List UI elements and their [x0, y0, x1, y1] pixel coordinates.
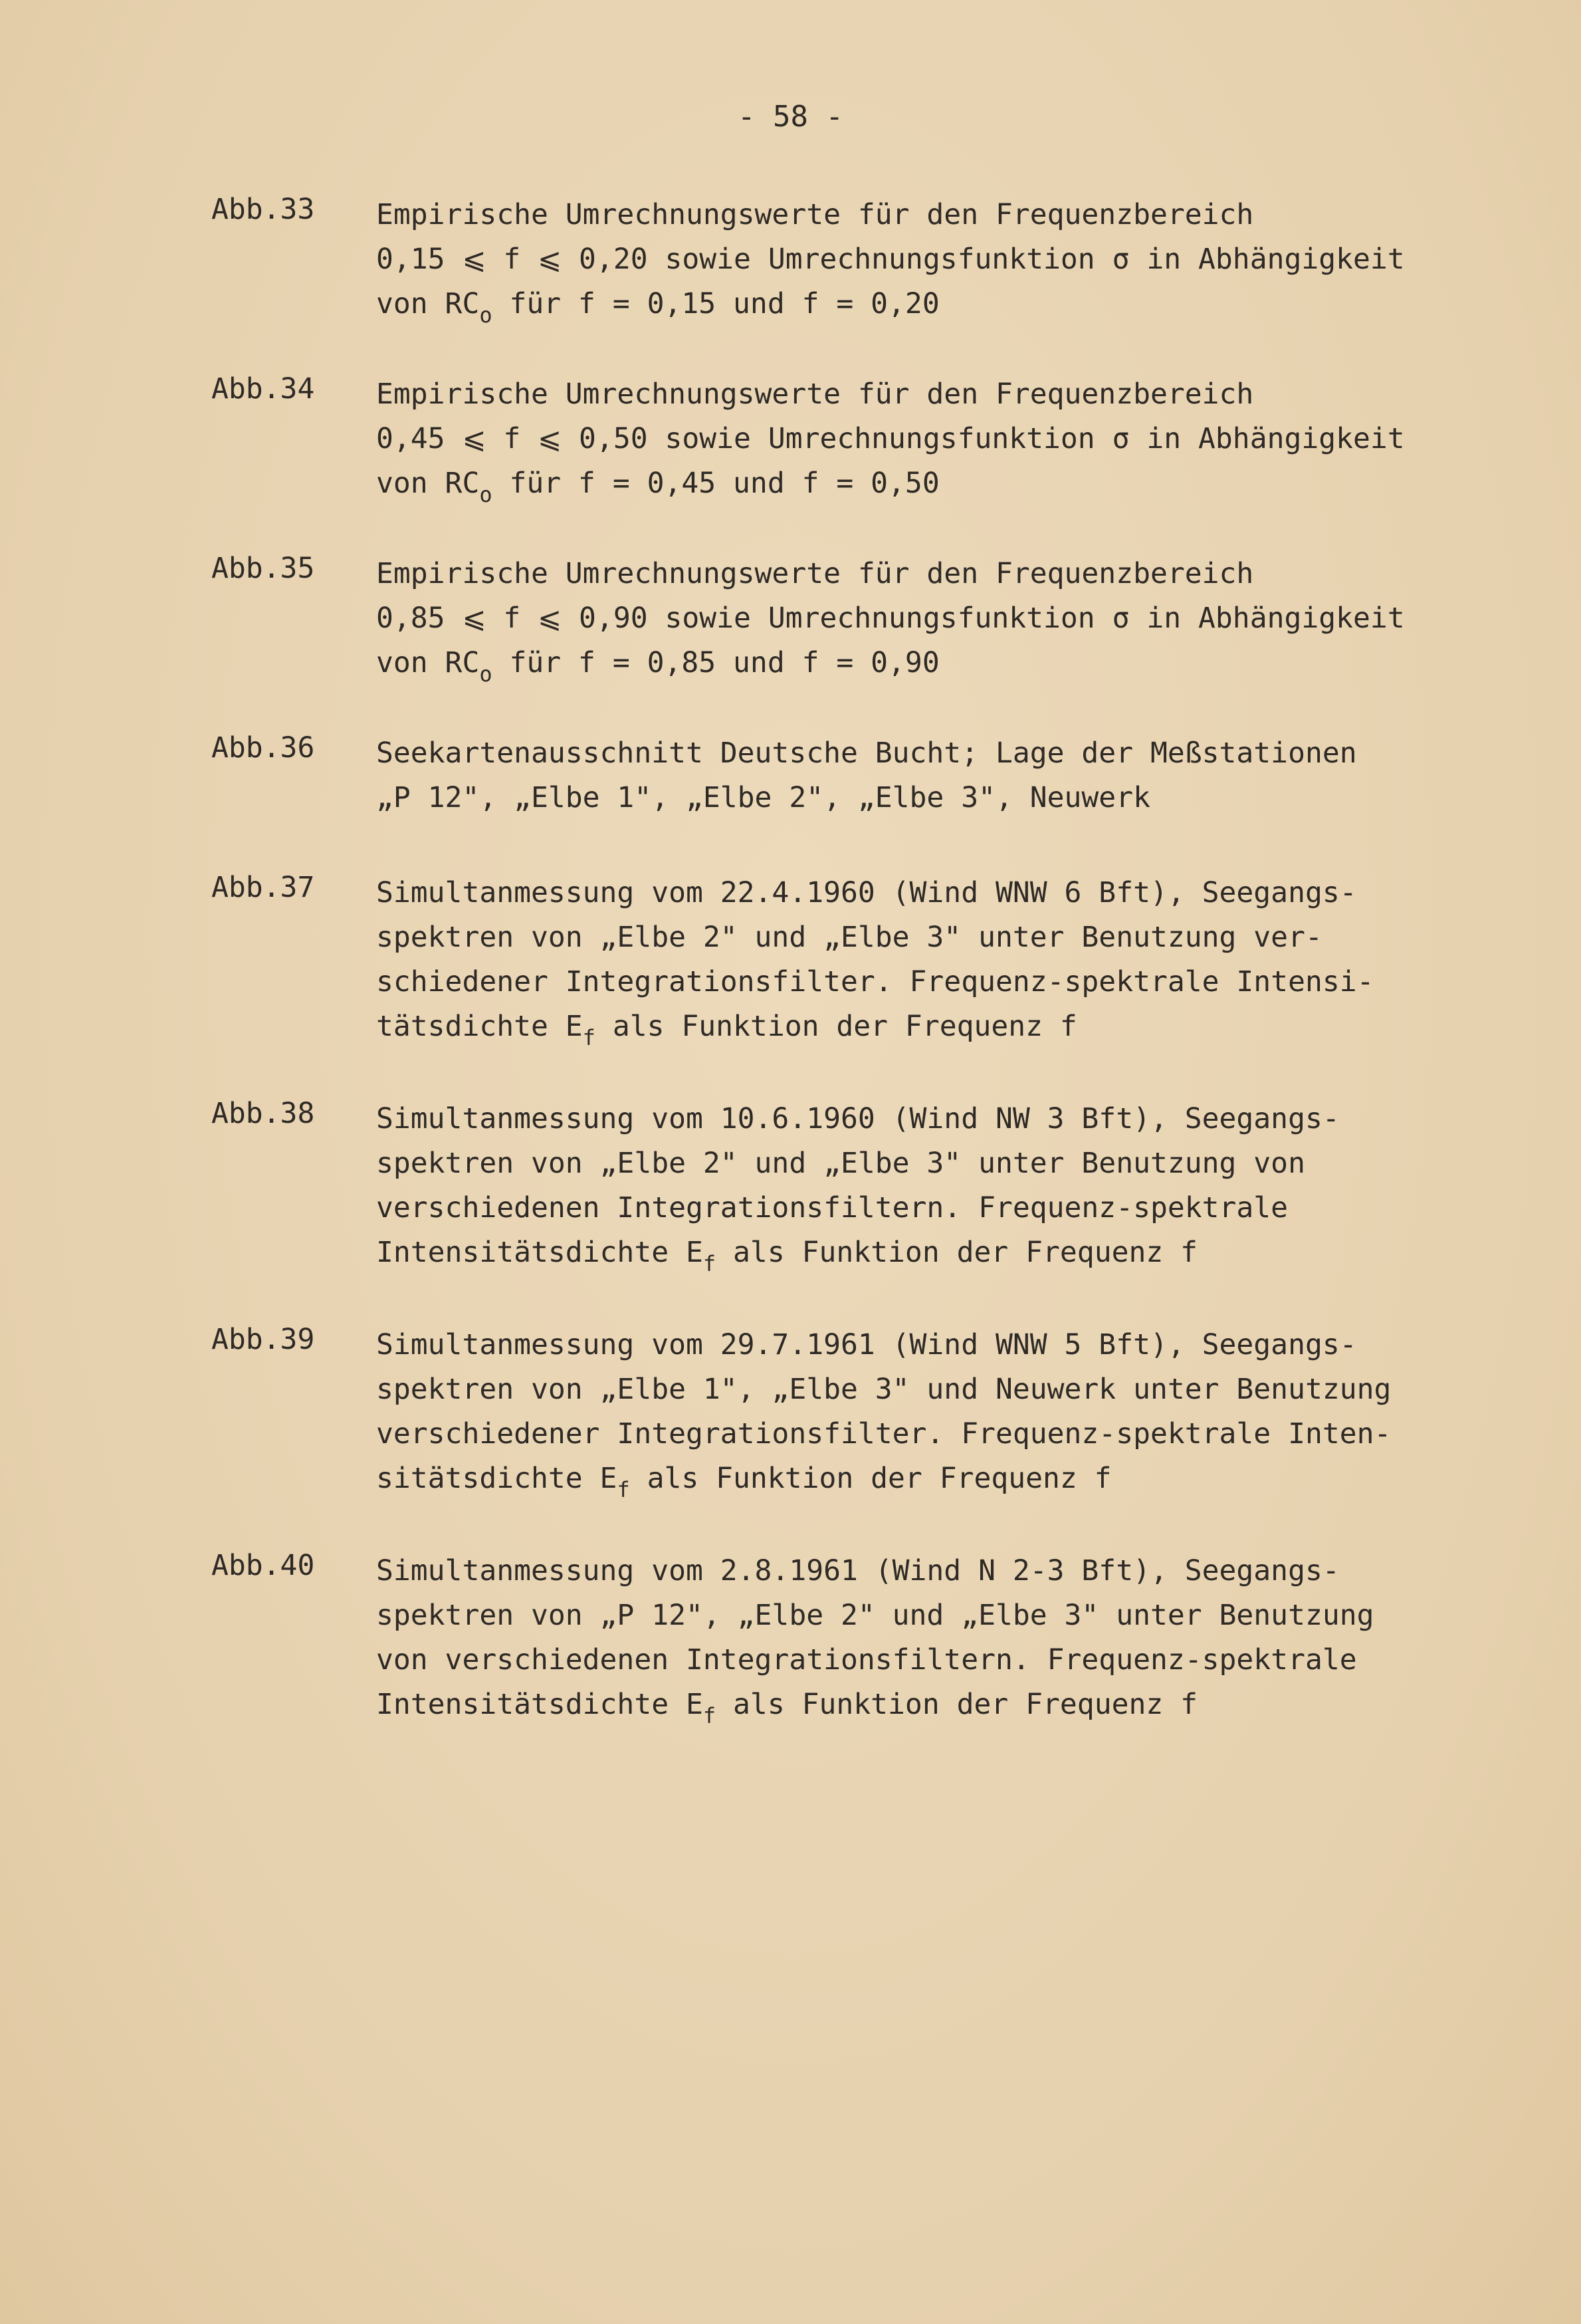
- subscript: f: [617, 1477, 630, 1502]
- caption-text: [376, 731, 1519, 820]
- figure-label: Abb.35: [211, 552, 315, 585]
- figure-label: Abb.33: [211, 193, 315, 226]
- caption-line: [376, 960, 1519, 1004]
- subscript: f: [702, 1251, 716, 1276]
- subscript: o: [479, 302, 492, 328]
- caption-segment: für f = 0,45 und f = 0,50: [492, 467, 940, 500]
- caption-line: [376, 915, 1519, 960]
- caption-segment: 0,15 ⩽ f ⩽ 0,20 sowie Umrechnungsfunktion σ in Abhängigkeit: [376, 243, 1405, 276]
- caption-segment: Seekartenausschnitt Deutsche Bucht; Lage der Meßstationen: [376, 737, 1357, 770]
- caption-line: [376, 193, 1519, 237]
- figure-label: Abb.38: [211, 1097, 315, 1130]
- caption-segment: 0,45 ⩽ f ⩽ 0,50 sowie Umrechnungsfunktion σ in Abhängigkeit: [376, 422, 1405, 455]
- caption-segment: spektren von „Elbe 1", „Elbe 3" und Neuwerk unter Benutzung: [376, 1373, 1392, 1406]
- caption-line: [376, 731, 1519, 776]
- caption-line: [376, 417, 1519, 461]
- subscript: o: [479, 482, 492, 507]
- caption-segment: für f = 0,15 und f = 0,20: [492, 287, 940, 320]
- caption-line: [376, 1097, 1519, 1141]
- caption-line: [376, 1141, 1519, 1186]
- caption-line: [376, 1004, 1519, 1049]
- caption-segment: spektren von „P 12", „Elbe 2" und „Elbe 3" unter Benutzung: [376, 1599, 1374, 1632]
- caption-line: [376, 1593, 1519, 1638]
- caption-segment: verschiedenen Integrationsfiltern. Frequenz-spektrale: [376, 1191, 1289, 1224]
- caption-text: [376, 372, 1519, 506]
- caption-segment: spektren von „Elbe 2" und „Elbe 3" unter Benutzung von: [376, 1147, 1305, 1180]
- figure-label: Abb.39: [211, 1323, 315, 1356]
- caption-segment: Empirische Umrechnungswerte für den Frequenzbereich: [376, 378, 1254, 411]
- caption-line: [376, 282, 1519, 326]
- figure-label: Abb.36: [211, 731, 315, 764]
- figure-label: Abb.40: [211, 1549, 315, 1582]
- caption-segment: von RC: [376, 287, 480, 320]
- caption-line: [376, 461, 1519, 506]
- caption-segment: Intensitätsdichte E: [376, 1236, 703, 1269]
- caption-segment: tätsdichte E: [376, 1010, 583, 1043]
- caption-line: [376, 372, 1519, 417]
- caption-segment: von RC: [376, 646, 480, 679]
- caption-line: [376, 552, 1519, 596]
- figure-label: Abb.34: [211, 372, 315, 406]
- caption-line: [376, 1549, 1519, 1593]
- caption-segment: als Funktion der Frequenz f: [716, 1688, 1198, 1721]
- caption-line: [376, 1186, 1519, 1230]
- caption-segment: als Funktion der Frequenz f: [716, 1236, 1198, 1269]
- caption-line: [376, 1456, 1519, 1501]
- caption-line: [376, 1367, 1519, 1412]
- caption-line: [376, 1323, 1519, 1367]
- caption-text: [376, 871, 1519, 1049]
- caption-line: [376, 596, 1519, 641]
- caption-segment: spektren von „Elbe 2" und „Elbe 3" unter Benutzung ver-: [376, 921, 1322, 954]
- caption-line: [376, 776, 1519, 820]
- caption-segment: „P 12", „Elbe 1", „Elbe 2", „Elbe 3", Neuwerk: [376, 781, 1150, 814]
- subscript: f: [702, 1703, 716, 1728]
- caption-segment: sitätsdichte E: [376, 1462, 617, 1495]
- caption-segment: schiedener Integrationsfilter. Frequenz-spektrale Intensi-: [376, 965, 1374, 998]
- caption-segment: als Funktion der Frequenz f: [595, 1010, 1077, 1043]
- caption-segment: Intensitätsdichte E: [376, 1688, 703, 1721]
- caption-segment: für f = 0,85 und f = 0,90: [492, 646, 940, 679]
- caption-line: [376, 1683, 1519, 1727]
- caption-segment: Empirische Umrechnungswerte für den Frequenzbereich: [376, 557, 1254, 590]
- caption-segment: 0,85 ⩽ f ⩽ 0,90 sowie Umrechnungsfunktion σ in Abhängigkeit: [376, 602, 1405, 635]
- caption-segment: Simultanmessung vom 22.4.1960 (Wind WNW 6 Bft), Seegangs-: [376, 876, 1357, 909]
- caption-line: [376, 1412, 1519, 1456]
- caption-line: [376, 1638, 1519, 1683]
- caption-segment: Simultanmessung vom 29.7.1961 (Wind WNW 5 Bft), Seegangs-: [376, 1328, 1357, 1361]
- caption-line: [376, 237, 1519, 282]
- caption-segment: verschiedener Integrationsfilter. Frequenz-spektrale Inten-: [376, 1417, 1392, 1451]
- caption-segment: von RC: [376, 467, 480, 500]
- subscript: f: [582, 1025, 595, 1050]
- caption-segment: als Funktion der Frequenz f: [629, 1462, 1112, 1495]
- caption-segment: von verschiedenen Integrationsfiltern. Frequenz-spektrale: [376, 1643, 1357, 1677]
- caption-text: [376, 552, 1519, 685]
- caption-segment: Simultanmessung vom 10.6.1960 (Wind NW 3 Bft), Seegangs-: [376, 1102, 1340, 1135]
- caption-line: [376, 641, 1519, 685]
- caption-segment: Simultanmessung vom 2.8.1961 (Wind N 2-3 Bft), Seegangs-: [376, 1554, 1340, 1587]
- caption-line: [376, 871, 1519, 915]
- caption-text: [376, 1323, 1519, 1501]
- figure-label: Abb.37: [211, 871, 315, 904]
- caption-text: [376, 1549, 1519, 1727]
- caption-segment: Empirische Umrechnungswerte für den Frequenzbereich: [376, 198, 1254, 231]
- caption-text: [376, 1097, 1519, 1275]
- page-number: - 58 -: [738, 100, 843, 134]
- caption-text: [376, 193, 1519, 326]
- subscript: o: [479, 661, 492, 687]
- caption-line: [376, 1230, 1519, 1275]
